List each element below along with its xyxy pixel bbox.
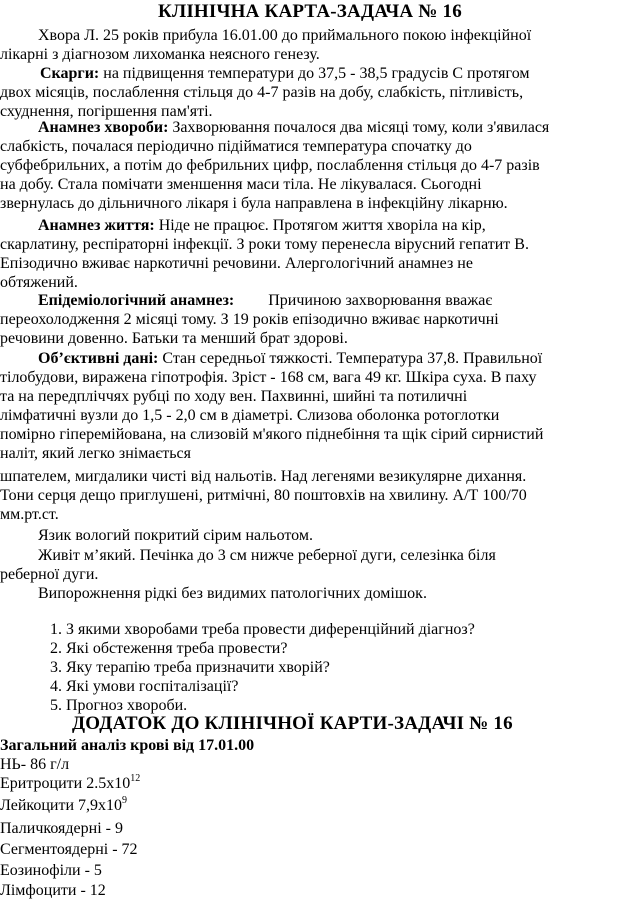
blood-eosinophils: Еозинофіли - 5	[0, 862, 102, 879]
epidemiology-text: Причиною захворювання вважає	[268, 292, 493, 309]
appendix-title: ДОДАТОК ДО КЛІНІЧНОЇ КАРТИ-ЗАДАЧІ № 16	[72, 713, 513, 734]
blood-rbc	[0, 774, 140, 793]
epidemiology-line-3: речовини довенно. Батьки та менший брат здорові.	[0, 330, 348, 347]
objective-text: Стан середньої тяжкості. Температура 37,8. Правильної	[158, 350, 543, 367]
question-1: 1. З якими хворобами треба провести диференційний діагноз?	[50, 621, 475, 638]
wbc-label: Лейкоцити 7,9х10	[0, 797, 123, 814]
objective-line-1	[38, 349, 542, 368]
intro-line-1: Хвора Л. 25 років прибула 16.01.00 до приймального покою інфекційної	[38, 27, 532, 44]
objective-line-9: мм.рт.ст.	[0, 506, 59, 523]
epidemiology-label: Епідеміологічний анамнез:	[38, 292, 235, 309]
intro-line-2: лікарні з діагнозом лихоманка неясного генезу.	[0, 46, 320, 63]
objective-line-8: Тони серця дещо приглушені, ритмічні, 80 поштовхів на хвилину. А/Т 100/70	[0, 487, 527, 504]
question-5: 5. Прогноз хвороби.	[50, 697, 188, 714]
blood-heading: Загальний аналіз крові від 17.01.00	[0, 737, 255, 754]
epidemiology-line-2: переохолодження 2 місяці тому. З 19 років епізодично вживає наркотичні	[0, 311, 499, 328]
rbc-label: Еритроцити 2.5х10	[0, 775, 131, 792]
objective-line-10: Язик вологий покритий сірим нальотом.	[38, 527, 313, 544]
blood-lymphocytes: Лімфоцити - 12	[0, 882, 106, 899]
rbc-exponent: 12	[130, 773, 141, 784]
blood-hb: НЬ- 86 г/л	[0, 756, 70, 773]
objective-line-12: реберної дуги.	[0, 566, 99, 583]
history-life-label: Анамнез життя:	[38, 217, 155, 234]
question-2: 2. Які обстеження треба провести?	[50, 640, 288, 657]
history-life-line-3: Епізодично вживає наркотичні речовини. Алергологічний анамнез не	[0, 255, 473, 272]
objective-line-7: шпателем, мигдалики чисті від нальотів. Над легенями везикулярне дихання.	[0, 468, 527, 485]
history-life-line-1	[38, 216, 486, 235]
question-3: 3. Яку терапію треба призначити хворій?	[50, 659, 330, 676]
objective-line-4: лімфатичні вузли до 1,5 - 2,0 см в діаметрі. Слизова оболонка ротоглотки	[0, 407, 500, 424]
objective-line-3: та на передпліччях рубці по ходу вен. Пахвинні, шийні та потиличні	[0, 388, 468, 405]
blood-band-cells: Паличкоядерні - 9	[0, 820, 123, 837]
blood-wbc	[0, 796, 127, 815]
history-disease-line-5: звернулась до дільничного лікаря і була направлена в інфекційну лікарню.	[0, 195, 508, 212]
page-title: КЛІНІЧНА КАРТА-ЗАДАЧА № 16	[158, 1, 462, 22]
blood-segmented: Сегментоядерні - 72	[0, 841, 138, 858]
history-disease-label: Анамнез хвороби:	[38, 119, 169, 136]
complaints-line-1	[40, 64, 638, 83]
objective-line-6: наліт, який легко знімається	[0, 445, 191, 462]
history-disease-line-4: на добу. Стала помічати зменшення маси тіла. Не лікувалася. Сьогодні	[0, 176, 482, 193]
history-disease-line-1	[38, 118, 549, 137]
objective-line-2: тілобудови, виражена гіпотрофія. Зріст - 168 см, вага 49 кг. Шкіра суха. В паху	[0, 369, 537, 386]
complaints-label: Скарги:	[40, 65, 100, 82]
objective-line-13: Випорожнення рідкі без видимих патологічних домішок.	[38, 585, 427, 602]
complaints-text: на підвищення температури до 37,5 - 38,5 градусів С протягом	[99, 65, 530, 82]
objective-line-5: помірно гіперемійована, на слизовій м'якого піднебіння та щік сірий сирнистий	[0, 426, 544, 443]
wbc-exponent: 9	[122, 795, 128, 806]
objective-label: Об’єктивні дані:	[38, 350, 159, 367]
complaints-line-2: двох місяців, послаблення стільця до 4-7 разів на добу, слабкість, пітливість,	[0, 84, 524, 101]
history-disease-line-3: субфебрильних, а потім до фебрильних цифр, послаблення стільця до 4-7 разів	[0, 157, 540, 174]
objective-line-11: Живіт м’який. Печінка до 3 см нижче реберної дуги, селезінка біля	[38, 547, 496, 564]
question-4: 4. Які умови госпіталізації?	[50, 678, 239, 695]
history-life-text: Ніде не працює. Протягом життя хворіла на кір,	[154, 217, 486, 234]
complaints-line-3: схуднення, погіршення пам'яті.	[0, 103, 213, 120]
history-life-line-2: скарлатину, респіраторні інфекції. З роки тому перенесла вірусний гепатит В.	[0, 236, 529, 253]
history-life-line-4: обтяжений.	[0, 274, 78, 291]
history-disease-text: Захворювання почалося два місяці тому, коли з'явилася	[168, 119, 550, 136]
history-disease-line-2: слабкість, почалася періодично підійматися температура спочатку до	[0, 138, 472, 155]
epidemiology-line-1	[38, 291, 492, 310]
